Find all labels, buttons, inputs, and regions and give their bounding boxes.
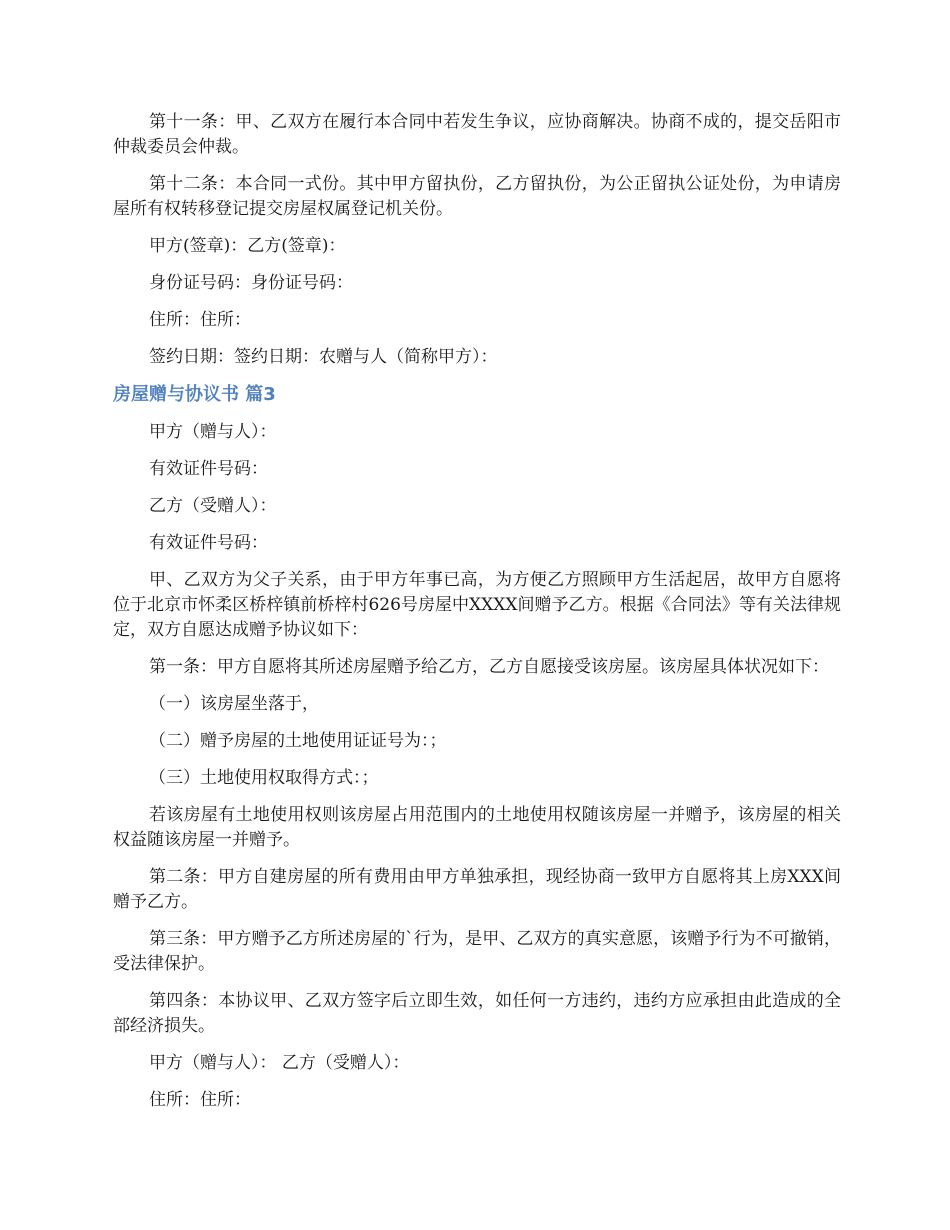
- donor-id-line: 有效证件号码：: [149, 459, 268, 479]
- clause-eleven: 第十一条：甲、乙双方在履行本合同中若发生争议，应协商解决。协商不成的，提交岳阳市仲裁委员会仲裁。: [113, 112, 841, 157]
- address-line: 住所：住所：: [149, 310, 251, 330]
- item-two: （二）赠予房屋的土地使用证证号为：；: [149, 731, 447, 751]
- article-two: 第二条：甲方自建房屋的所有费用由甲方单独承担，现经协商一致甲方自愿将其上房XXX间赠予乙方。: [113, 867, 841, 912]
- recipient-line: 乙方（受赠人）：: [149, 496, 277, 516]
- document-body: [113, 110, 841, 1125]
- section-heading: 房屋赠与协议书 篇3: [113, 384, 276, 405]
- article-three: 第三条：甲方赠予乙方所述房屋的`行为，是甲、乙双方的真实意愿，该赠予行为不可撤销，受法律保护。: [113, 929, 841, 974]
- article-four: 第四条：本协议甲、乙双方签字后立即生效，如任何一方违约，违约方应承担由此造成的全部经济损失。: [113, 991, 841, 1036]
- clause-twelve: 第十二条：本合同一式份。其中甲方留执份，乙方留执份，为公正留执公证处份，为申请房屋所有权转移登记提交房屋权属登记机关份。: [113, 174, 841, 219]
- parties-signature-line: 甲方（赠与人）： 乙方（受赠人）：: [149, 1053, 410, 1073]
- signature-line: 甲方(签章)：乙方(签章)：: [149, 236, 346, 256]
- land-rights-paragraph: 若该房屋有土地使用权则该房屋占用范围内的土地使用权随该房屋一并赠予，该房屋的相关权益随该房屋一并赠予。: [113, 805, 841, 850]
- preamble-paragraph: 甲、乙双方为父子关系，由于甲方年事已高，为方便乙方照顾甲方生活起居，故甲方自愿将位于北京市怀柔区桥梓镇前桥梓村626号房屋中XXXX间赠予乙方。根据《合同法》等有关法律规定，双方自愿达成赠予协议如下：: [113, 570, 841, 640]
- sign-date-line: 签约日期：签约日期：农赠与人（简称甲方）：: [149, 347, 498, 367]
- parties-address-line: 住所：住所：: [149, 1090, 251, 1110]
- item-three: （三）土地使用权取得方式：；: [149, 768, 379, 788]
- recipient-id-line: 有效证件号码：: [149, 533, 268, 553]
- id-number-line: 身份证号码：身份证号码：: [149, 273, 353, 293]
- donor-line: 甲方（赠与人）：: [149, 422, 277, 442]
- item-one: （一）该房屋坐落于，: [149, 694, 319, 714]
- article-one: 第一条：甲方自愿将其所述房屋赠予给乙方，乙方自愿接受该房屋。该房屋具体状况如下：: [149, 657, 829, 677]
